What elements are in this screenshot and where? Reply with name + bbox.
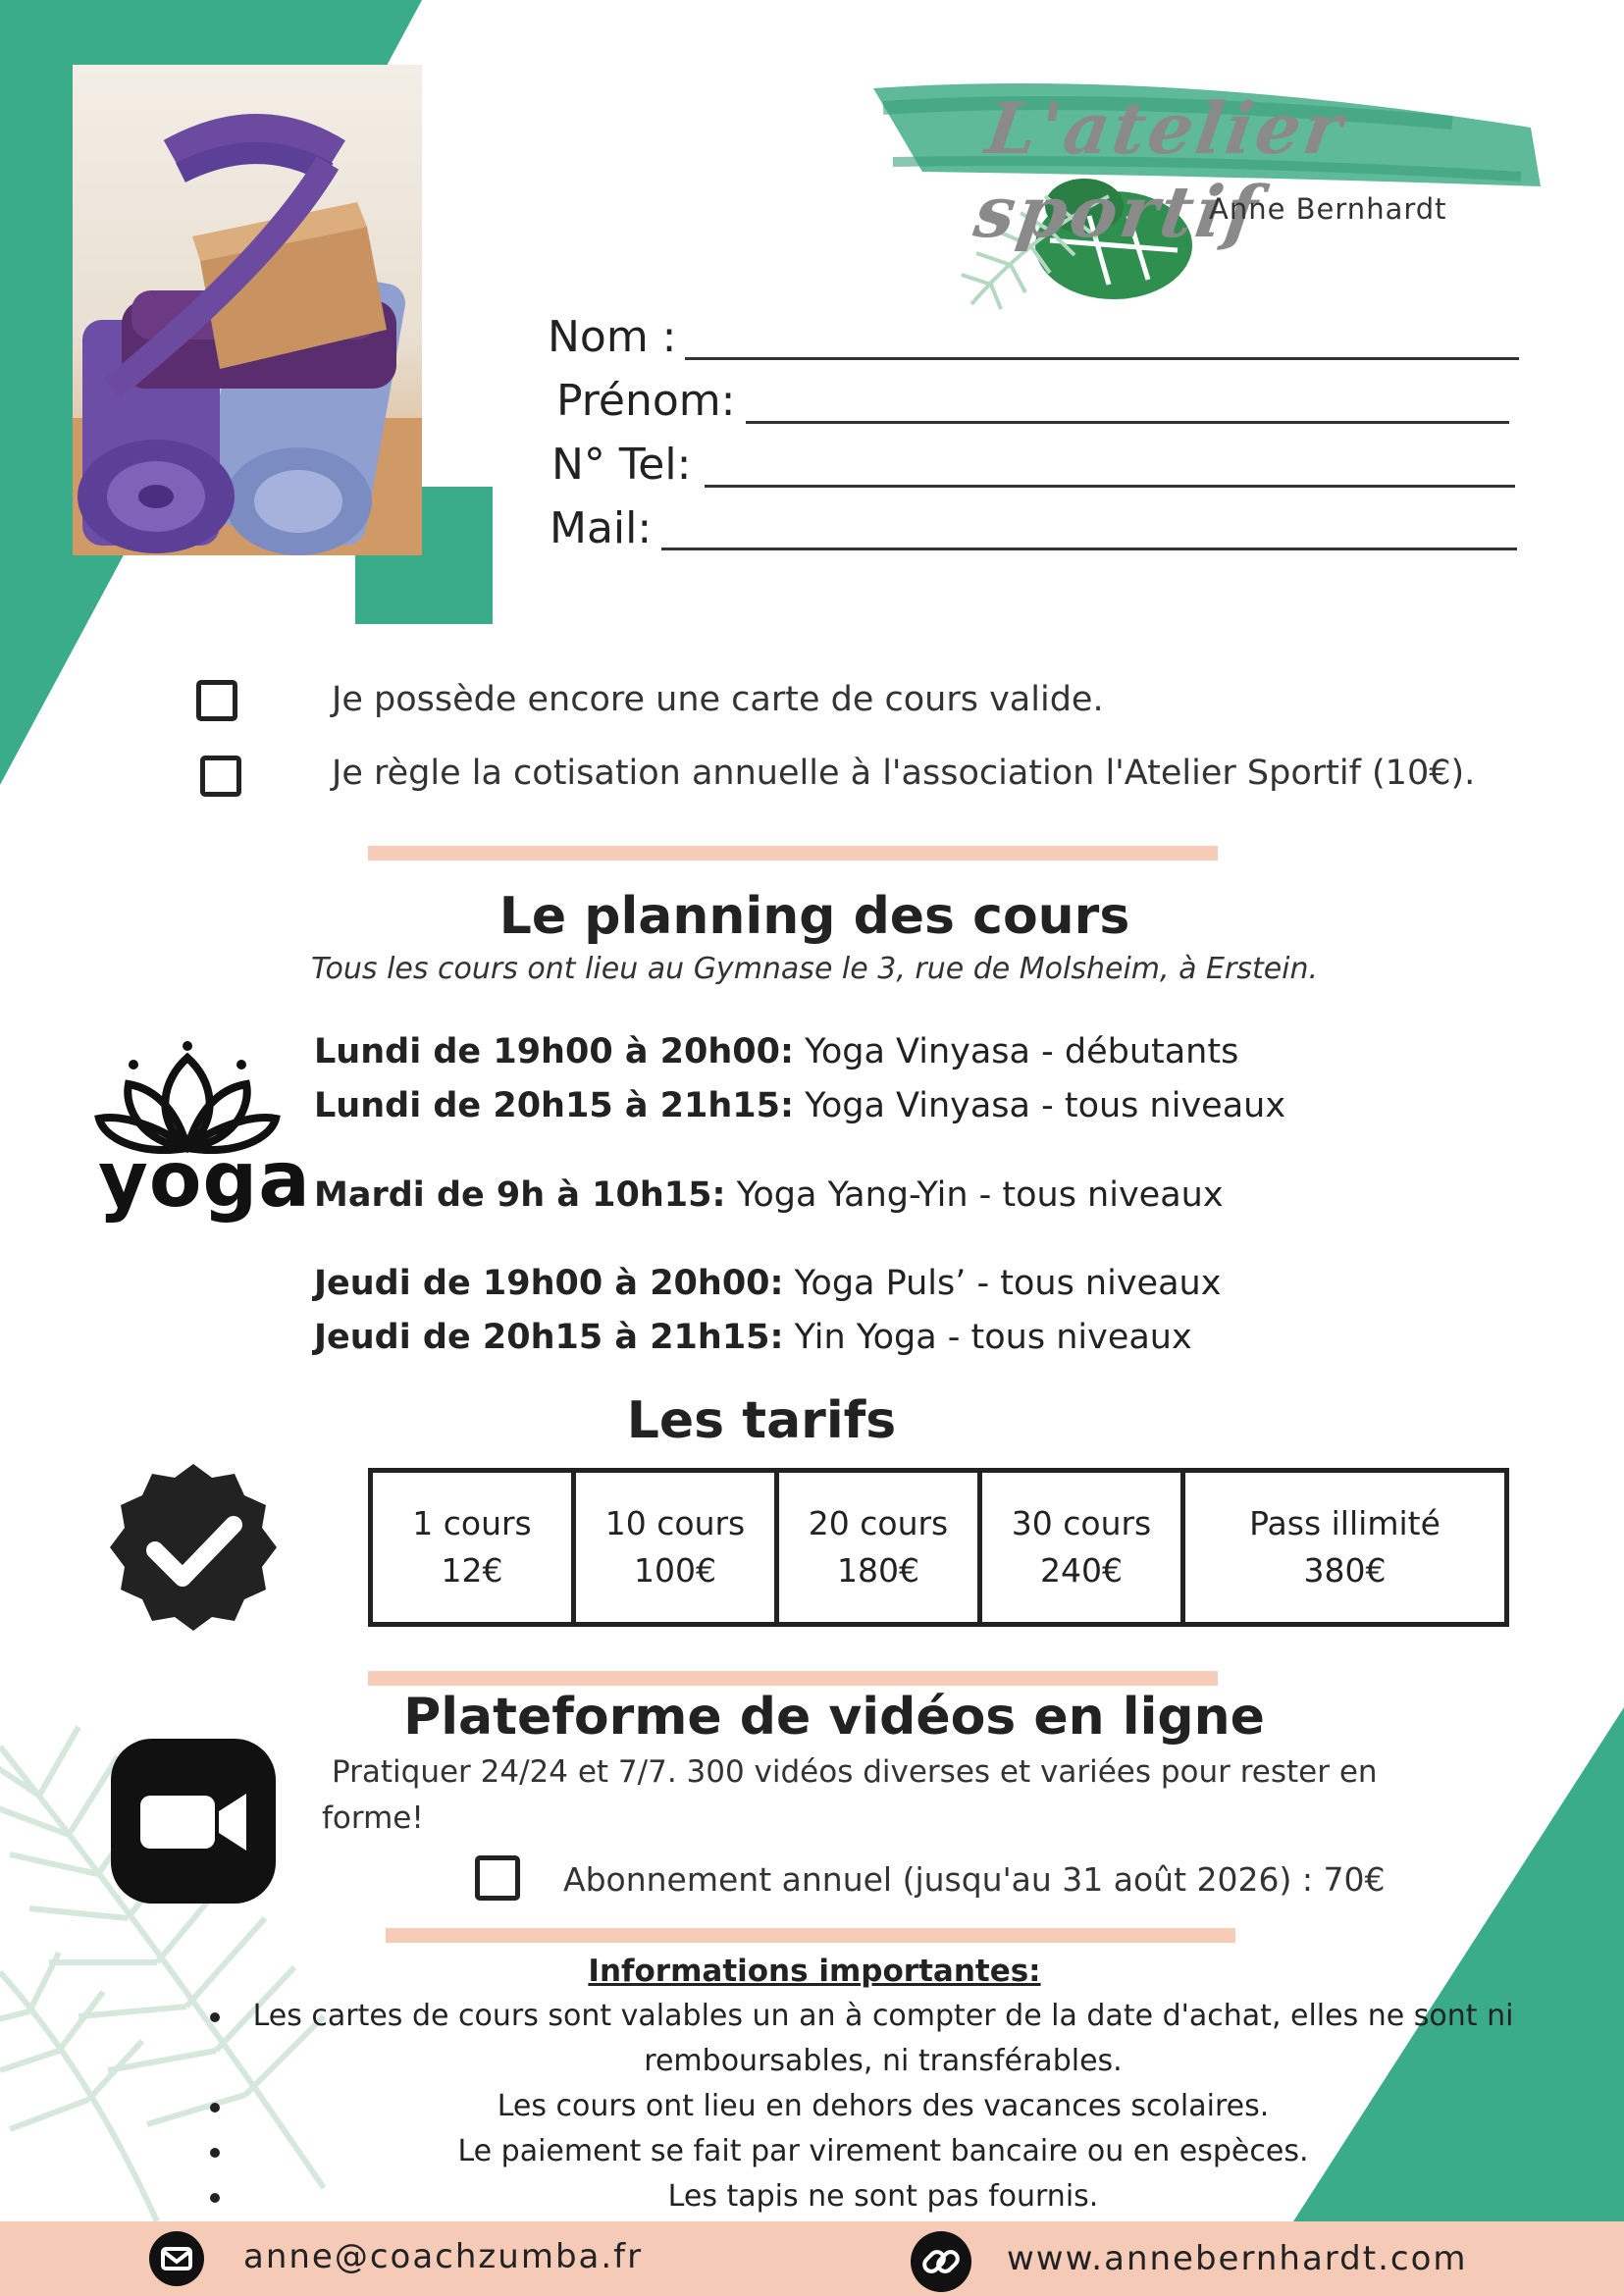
schedule-item: Lundi de 19h00 à 20h00: Yoga Vinyasa - débutants bbox=[314, 1032, 1239, 1071]
mail-input-line[interactable] bbox=[661, 548, 1517, 550]
tarifs-title: Les tarifs bbox=[626, 1391, 897, 1450]
bullet bbox=[210, 2148, 220, 2158]
email-icon bbox=[149, 2231, 204, 2286]
cotisation-label: Je règle la cotisation annuelle à l'association l'Atelier Sportif (10€). bbox=[332, 754, 1476, 793]
cotisation-checkbox[interactable] bbox=[200, 756, 241, 797]
divider-3 bbox=[386, 1928, 1235, 1943]
tarifs-table bbox=[368, 1468, 1509, 1627]
yoga-mats-illustration bbox=[73, 65, 422, 555]
footer-website[interactable]: www.annebernhardt.com bbox=[1007, 2239, 1468, 2278]
check-badge-icon bbox=[106, 1460, 281, 1635]
footer bbox=[0, 2221, 1624, 2296]
videos-desc-line2: forme! bbox=[322, 1800, 424, 1836]
tel-input-line[interactable] bbox=[705, 485, 1515, 488]
videos-desc-line1: Pratiquer 24/24 et 7/7. 300 vidéos diverses et variées pour rester en bbox=[332, 1754, 1378, 1790]
bullet bbox=[210, 2193, 220, 2203]
yoga-logo-text: yoga bbox=[98, 1136, 311, 1225]
info-title: Informations importantes: bbox=[588, 1954, 1041, 1989]
info-line-3: Le paiement se fait par virement bancaire ou en espèces. bbox=[457, 2134, 1309, 2168]
bullet bbox=[210, 2103, 220, 2113]
schedule-item: Mardi de 9h à 10h15: Yoga Yang-Yin - tous niveaux bbox=[314, 1175, 1224, 1215]
tarif-cell: 1 cours 12€ bbox=[371, 1471, 574, 1625]
tarif-cell: 20 cours 180€ bbox=[777, 1471, 980, 1625]
prenom-input-line[interactable] bbox=[746, 421, 1509, 424]
abonnement-checkbox[interactable] bbox=[475, 1855, 520, 1901]
prenom-label: Prénom: bbox=[556, 376, 736, 426]
nom-input-line[interactable] bbox=[685, 357, 1519, 360]
schedule-item: Jeudi de 19h00 à 20h00: Yoga Puls’ - tous niveaux bbox=[314, 1264, 1222, 1303]
tarif-cell: Pass illimité 380€ bbox=[1183, 1471, 1507, 1625]
brand-title: L'atelier sportif bbox=[969, 86, 1350, 253]
link-icon bbox=[911, 2231, 971, 2292]
schedule-item: Jeudi de 20h15 à 21h15: Yin Yoga - tous niveaux bbox=[314, 1318, 1192, 1357]
planning-subtitle: Tous les cours ont lieu au Gymnase le 3, rue de Molsheim, à Erstein. bbox=[310, 952, 1319, 986]
yoga-equipment-photo bbox=[73, 65, 422, 555]
info-line-1a: Les cartes de cours sont valables un an à compter de la date d'achat, elles ne sont ni bbox=[252, 1999, 1514, 2033]
mail-label: Mail: bbox=[550, 503, 653, 553]
abonnement-label: Abonnement annuel (jusqu'au 31 août 2026) : 70€ bbox=[563, 1860, 1386, 1899]
info-line-1b: remboursables, ni transférables. bbox=[644, 2044, 1123, 2078]
brand-author: Anne Bernhardt bbox=[1209, 192, 1447, 226]
carte-valide-label: Je possède encore une carte de cours valide. bbox=[332, 680, 1104, 719]
video-camera-icon bbox=[111, 1739, 276, 1904]
tel-label: N° Tel: bbox=[551, 440, 692, 490]
bullet bbox=[210, 2012, 220, 2022]
tarif-cell: 10 cours 100€ bbox=[574, 1471, 777, 1625]
planning-title: Le planning des cours bbox=[498, 887, 1130, 946]
nom-label: Nom : bbox=[548, 312, 677, 362]
tarif-cell: 30 cours 240€ bbox=[980, 1471, 1183, 1625]
info-line-4: Les tapis ne sont pas fournis. bbox=[667, 2179, 1099, 2214]
videos-title: Plateforme de vidéos en ligne bbox=[403, 1688, 1265, 1747]
schedule-item: Lundi de 20h15 à 21h15: Yoga Vinyasa - tous niveaux bbox=[314, 1086, 1286, 1125]
divider-2 bbox=[368, 1671, 1218, 1686]
carte-valide-checkbox[interactable] bbox=[196, 680, 237, 721]
divider-1 bbox=[368, 846, 1218, 861]
footer-email[interactable]: anne@coachzumba.fr bbox=[243, 2237, 644, 2276]
info-line-2: Les cours ont lieu en dehors des vacances scolaires. bbox=[497, 2089, 1270, 2123]
